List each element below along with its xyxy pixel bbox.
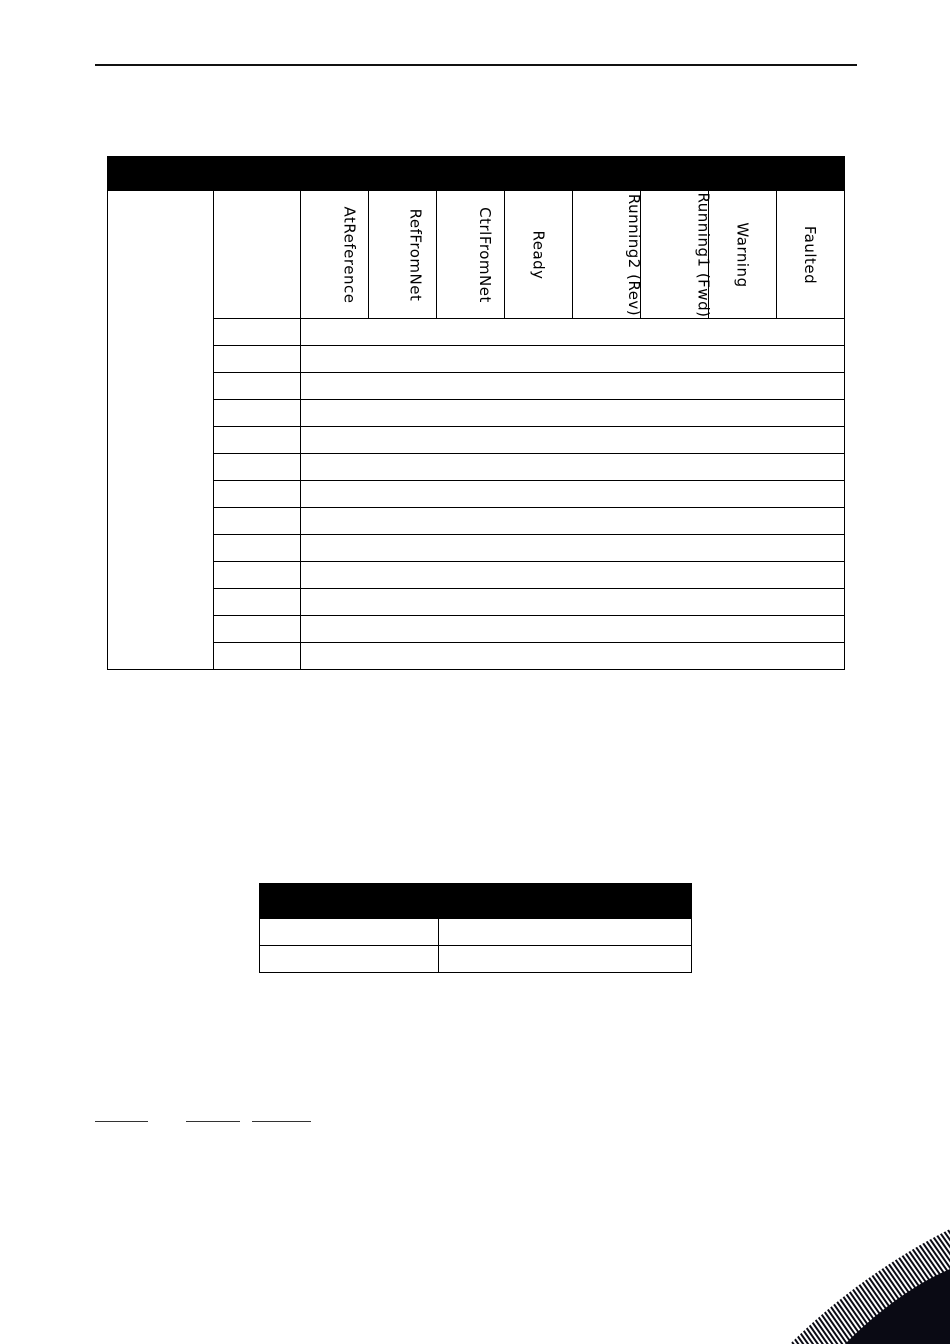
- footer-link-underline[interactable]: [186, 1121, 240, 1122]
- table-row: [108, 589, 845, 616]
- brand-swoosh-graphic: [750, 1214, 950, 1344]
- bit-label: Ready: [529, 230, 548, 280]
- footer-link-underline[interactable]: [252, 1121, 311, 1122]
- row-label-cell: [214, 616, 301, 643]
- table-header-row: [108, 157, 845, 191]
- blank-cell: [214, 191, 301, 319]
- row-label-cell: [214, 508, 301, 535]
- header-cell: [108, 157, 214, 191]
- table-row: [108, 535, 845, 562]
- table-row: [108, 481, 845, 508]
- row-label-cell: [214, 562, 301, 589]
- table-cell: [260, 946, 439, 973]
- bit-label: Warning: [733, 222, 752, 288]
- table-row: [108, 319, 845, 346]
- row-label-cell: [214, 346, 301, 373]
- bit-label: AtReference: [340, 206, 359, 304]
- secondary-table: [259, 883, 692, 973]
- table-row: [108, 508, 845, 535]
- table-row: [108, 373, 845, 400]
- table-row: [108, 400, 845, 427]
- row-value-cell: [301, 616, 845, 643]
- table-row: [260, 946, 692, 973]
- row-value-cell: [301, 400, 845, 427]
- table-header-row: [260, 884, 692, 919]
- row-group-cell: [108, 191, 214, 670]
- row-value-cell: [301, 508, 845, 535]
- row-value-cell: [301, 589, 845, 616]
- bit-label: RefFromNet: [406, 208, 425, 302]
- footer-link-underline[interactable]: [95, 1121, 148, 1122]
- header-cell: [260, 884, 692, 919]
- header-cell: [214, 157, 845, 191]
- row-value-cell: [301, 643, 845, 670]
- row-value-cell: [301, 319, 845, 346]
- table-cell: [439, 946, 692, 973]
- row-label-cell: [214, 373, 301, 400]
- row-value-cell: [301, 454, 845, 481]
- table-row: [108, 643, 845, 670]
- bit-header-cell: [437, 191, 505, 319]
- row-label-cell: [214, 319, 301, 346]
- bit-label: CtrlFromNet: [475, 207, 494, 303]
- table-cell: [260, 919, 439, 946]
- status-word-table: [107, 156, 845, 670]
- row-value-cell: [301, 427, 845, 454]
- table-row: [108, 454, 845, 481]
- bit-header-cell: [641, 191, 713, 319]
- bit-label: Faulted: [801, 225, 820, 285]
- row-label-cell: [214, 643, 301, 670]
- row-value-cell: [301, 562, 845, 589]
- table-cell: [439, 919, 692, 946]
- bit-label-row: [108, 191, 845, 319]
- row-label-cell: [214, 400, 301, 427]
- page-header-rule: [95, 64, 857, 66]
- row-value-cell: [301, 535, 845, 562]
- bit-label: Running2 (Rev): [625, 193, 644, 317]
- row-label-cell: [214, 454, 301, 481]
- table-row: [260, 919, 692, 946]
- table-row: [108, 562, 845, 589]
- bit-header-cell: [369, 191, 437, 319]
- bit-header-cell: [777, 191, 845, 319]
- row-label-cell: [214, 427, 301, 454]
- row-label-cell: [214, 481, 301, 508]
- table-row: [108, 616, 845, 643]
- bit-header-cell: [709, 191, 777, 319]
- row-label-cell: [214, 535, 301, 562]
- table-row: [108, 427, 845, 454]
- row-value-cell: [301, 373, 845, 400]
- bit-header-cell: [505, 191, 573, 319]
- row-label-cell: [214, 589, 301, 616]
- table-row: [108, 346, 845, 373]
- bit-header-cell: [301, 191, 369, 319]
- bit-header-cell: [573, 191, 644, 319]
- bit-label: Running1 (Fwd): [694, 192, 713, 318]
- row-value-cell: [301, 346, 845, 373]
- row-value-cell: [301, 481, 845, 508]
